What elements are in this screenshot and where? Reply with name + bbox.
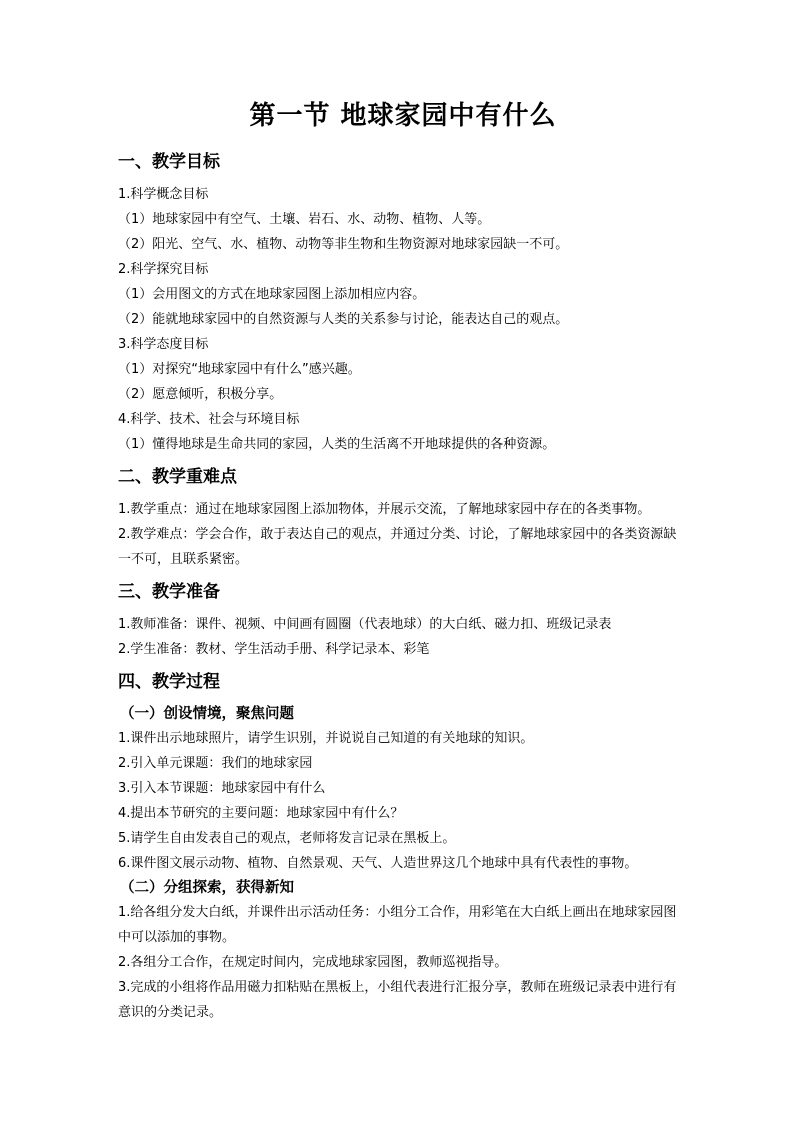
paragraph: 2.引入单元课题：我们的地球家园 — [118, 756, 313, 771]
paragraph: 1.给各组分发大白纸，并课件出示活动任务：小组分工合作，用彩笔在大白纸上画出在地球家园图中可以添加的事物。 — [118, 905, 677, 945]
subsection-heading: （一）创设情境，聚焦问题 — [120, 706, 294, 722]
paragraph: 2.各组分工合作，在规定时间内，完成地球家园图，教师巡视指导。 — [118, 955, 508, 970]
paragraph: 5.请学生自由发表自己的观点，老师将发言记录在黑板上。 — [118, 831, 456, 846]
paragraph: 4.科学、技术、社会与环境目标 — [118, 412, 300, 427]
paragraph: 3.科学态度目标 — [118, 337, 209, 352]
section-heading-key-points: 二、教学重难点 — [118, 467, 237, 487]
document-page — [118, 96, 688, 1025]
page-title: 第一节 地球家园中有什么 — [249, 101, 557, 131]
paragraph: （1）对探究“地球家园中有什么”感兴趣。 — [118, 362, 361, 377]
section-heading-objectives: 一、教学目标 — [118, 152, 220, 172]
paragraph: （2）愿意倾听，积极分享。 — [118, 387, 283, 402]
paragraph: （1）懂得地球是生命共同的家园，人类的生活离不开地球提供的各种资源。 — [118, 437, 556, 452]
paragraph: （1）会用图文的方式在地球家园图上添加相应内容。 — [118, 287, 426, 302]
paragraph: 1.课件出示地球照片，请学生识别，并说说自己知道的有关地球的知识。 — [118, 731, 534, 746]
paragraph: 1.科学概念目标 — [118, 187, 209, 202]
section-heading-process: 四、教学过程 — [118, 672, 220, 692]
paragraph: 3.完成的小组将作品用磁力扣粘贴在黑板上，小组代表进行汇报分享，教师在班级记录表中进行有意识的分类记录。 — [118, 980, 677, 1020]
paragraph: 2.科学探究目标 — [118, 262, 209, 277]
paragraph: 2.学生准备：教材、学生活动手册、科学记录本、彩笔 — [118, 642, 430, 657]
paragraph: （2）阳光、空气、水、植物、动物等非生物和生物资源对地球家园缺一不可。 — [118, 237, 569, 252]
paragraph: 4.提出本节研究的主要问题：地球家园中有什么？ — [118, 806, 404, 821]
paragraph: （2）能就地球家园中的自然资源与人类的关系参与讨论，能表达自己的观点。 — [118, 312, 569, 327]
section-heading-preparation: 三、教学准备 — [118, 582, 220, 602]
paragraph: 1.教师准备：课件、视频、中间画有圆圈（代表地球）的大白纸、磁力扣、班级记录表 — [118, 617, 612, 632]
paragraph: 3.引入本节课题：地球家园中有什么 — [118, 781, 326, 796]
paragraph: 6.课件图文展示动物、植物、自然景观、天气、人造世界这几个地球中具有代表性的事物。 — [118, 856, 638, 871]
subsection-heading: （二）分组探索，获得新知 — [120, 880, 294, 896]
paragraph: （1）地球家园中有空气、土壤、岩石、水、动物、植物、人等。 — [118, 212, 491, 227]
paragraph: 1.教学重点：通过在地球家园图上添加物体，并展示交流，了解地球家园中存在的各类事物。 — [118, 502, 651, 517]
paragraph: 2.教学难点：学会合作，敢于表达自己的观点，并通过分类、讨论，了解地球家园中的各类资源缺一不可，且联系紧密。 — [118, 527, 677, 567]
